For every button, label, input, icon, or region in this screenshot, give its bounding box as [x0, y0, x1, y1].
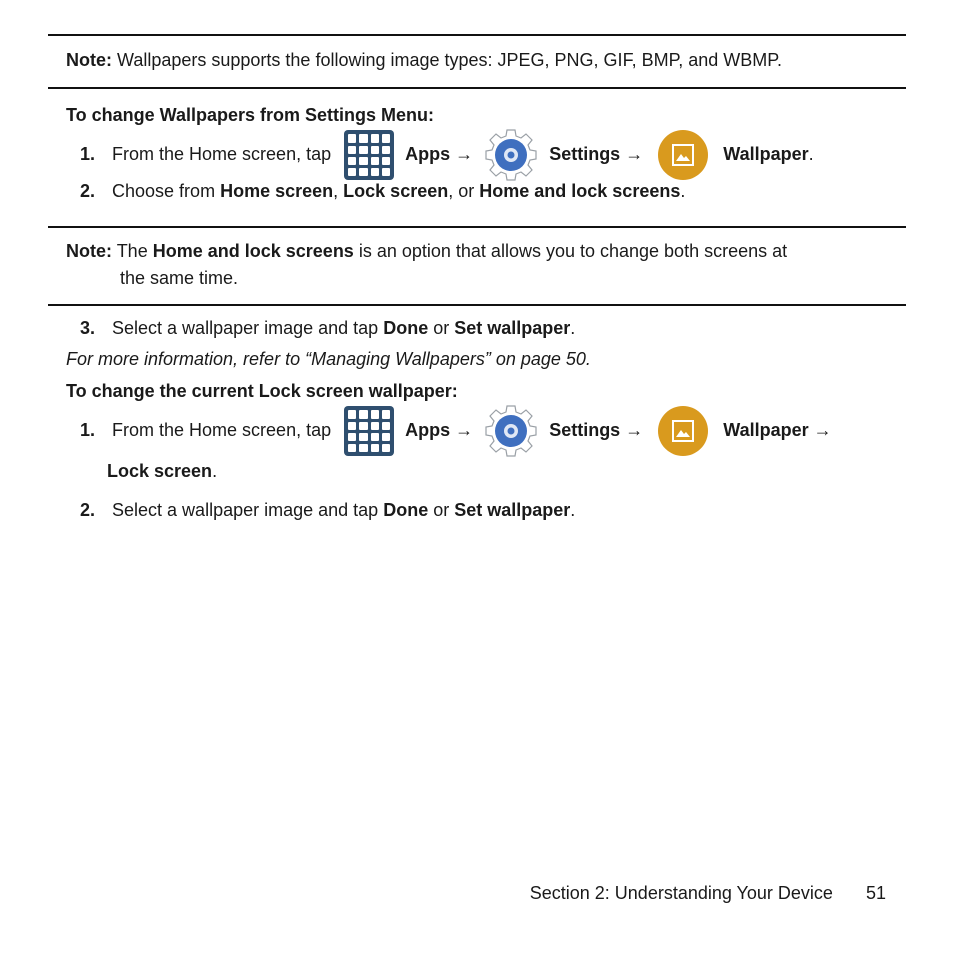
step-3-select-wallpaper: 3. Select a wallpaper image and tap Done or Set wallpaper.	[80, 318, 576, 338]
rule-after-note1	[48, 87, 906, 89]
section-heading-settings-menu: To change Wallpapers from Settings Menu:	[66, 105, 435, 125]
wallpaper-label: Wallpaper	[723, 420, 809, 440]
more-info-reference: For more information, refer to “Managing Wallpapers” on page 50.	[66, 349, 591, 369]
apps-grid-icon	[344, 130, 394, 180]
settings-label: Settings	[549, 144, 621, 164]
apps-label: Apps	[405, 144, 451, 164]
note-label: Note:	[66, 50, 112, 70]
step-2-lock-screen: 2. Select a wallpaper image and tap Done or Set wallpaper.	[80, 500, 576, 520]
note-text: Wallpapers supports the following image types: JPEG, PNG, GIF, BMP, and WBMP.	[117, 50, 782, 70]
settings-gear-icon	[484, 404, 538, 458]
wallpaper-picture-icon	[658, 130, 708, 180]
page-number: 51	[865, 883, 886, 903]
apps-grid-icon	[344, 406, 394, 456]
note-image-types	[66, 49, 782, 71]
rule-before-note2	[48, 226, 906, 228]
settings-label: Settings	[549, 420, 621, 440]
note-home-and-lock: Note: The Home and lock screens is an option that allows you to change both screens at	[66, 241, 788, 261]
settings-gear-icon	[484, 128, 538, 182]
step-1-lock-screen: 1. From the Home screen, tap Apps → Settings → Wallpaper →	[80, 404, 832, 458]
apps-label: Apps	[405, 420, 451, 440]
note-label: Note:	[66, 241, 112, 261]
wallpaper-label: Wallpaper	[723, 144, 809, 164]
section-heading-lock-screen: To change the current Lock screen wallpaper:	[66, 381, 458, 401]
note-home-and-lock-line2: the same time.	[120, 268, 239, 288]
wallpaper-picture-icon	[658, 406, 708, 456]
top-rule	[48, 34, 906, 36]
page-footer	[530, 883, 886, 904]
footer-section: Section 2: Understanding Your Device	[529, 883, 833, 903]
step-1-settings-menu: 1. From the Home screen, tap Apps → Settings → Wallpaper.	[80, 128, 814, 182]
rule-after-note2	[48, 304, 906, 306]
step-2-settings-menu: 2. Choose from Home screen, Lock screen, or Home and lock screens.	[80, 181, 686, 201]
step-1-lock-screen-continued: Lock screen.	[107, 461, 218, 481]
